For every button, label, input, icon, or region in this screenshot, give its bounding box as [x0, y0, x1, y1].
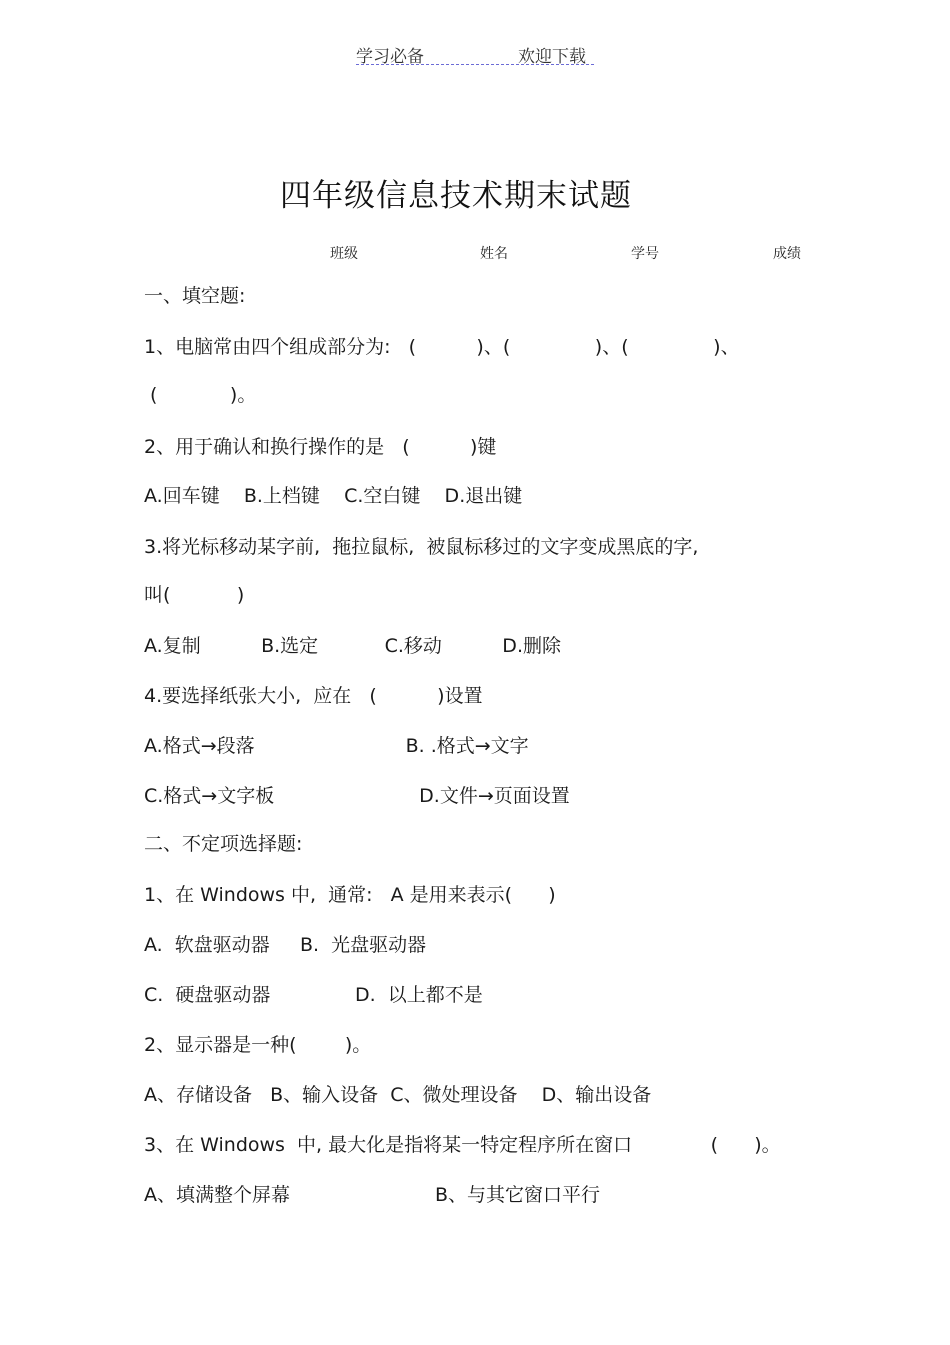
student-number-label: 学号: [631, 246, 659, 262]
section-heading-multiple-choice: 二、不定项选择题:: [144, 833, 303, 855]
options-line: C. 硬盘驱动器 D. 以上都不是: [144, 984, 483, 1006]
options-line: A. 软盘驱动器 B. 光盘驱动器: [144, 934, 427, 956]
question-line: 2、显示器是一种( )。: [144, 1034, 372, 1056]
section-heading-fill-in: 一、填空题:: [144, 285, 246, 307]
question-line: 4.要选择纸张大小, 应在 ( )设置: [144, 685, 483, 707]
question-line: 3、在 Windows 中, 最大化是指将某一特定程序所在窗口 ( )。: [144, 1134, 781, 1156]
question-line: ( )。: [144, 384, 257, 406]
options-line: A.回车键 B.上档键 C.空白键 D.退出键: [144, 485, 523, 507]
options-line: C.格式→文字板 D.文件→页面设置: [144, 785, 570, 807]
score-label: 成绩: [773, 246, 801, 262]
question-line: 2、用于确认和换行操作的是 ( )键: [144, 436, 497, 458]
header-right-text: 欢迎下载: [518, 47, 586, 67]
exam-title: 四年级信息技术期末试题: [280, 178, 632, 214]
page-header: [356, 40, 594, 65]
question-line: 3.将光标移动某字前, 拖拉鼠标, 被鼠标移过的文字变成黑底的字,: [144, 536, 699, 558]
options-line: A.复制 B.选定 C.移动 D.删除: [144, 635, 561, 657]
options-line: A、填满整个屏幕 B、与其它窗口平行: [144, 1184, 600, 1206]
class-label: 班级: [330, 246, 358, 262]
question-line: 1、在 Windows 中, 通常: A 是用来表示( ): [144, 884, 556, 906]
header-left-text: 学习必备: [356, 47, 424, 67]
question-line: 叫( ): [144, 584, 245, 606]
name-label: 姓名: [480, 246, 508, 262]
question-line: 1、电脑常由四个组成部分为: ( )、( )、( )、: [144, 336, 740, 358]
options-line: A.格式→段落 B. .格式→文字: [144, 735, 529, 757]
options-line: A、存储设备 B、输入设备 C、微处理设备 D、输出设备: [144, 1084, 652, 1106]
